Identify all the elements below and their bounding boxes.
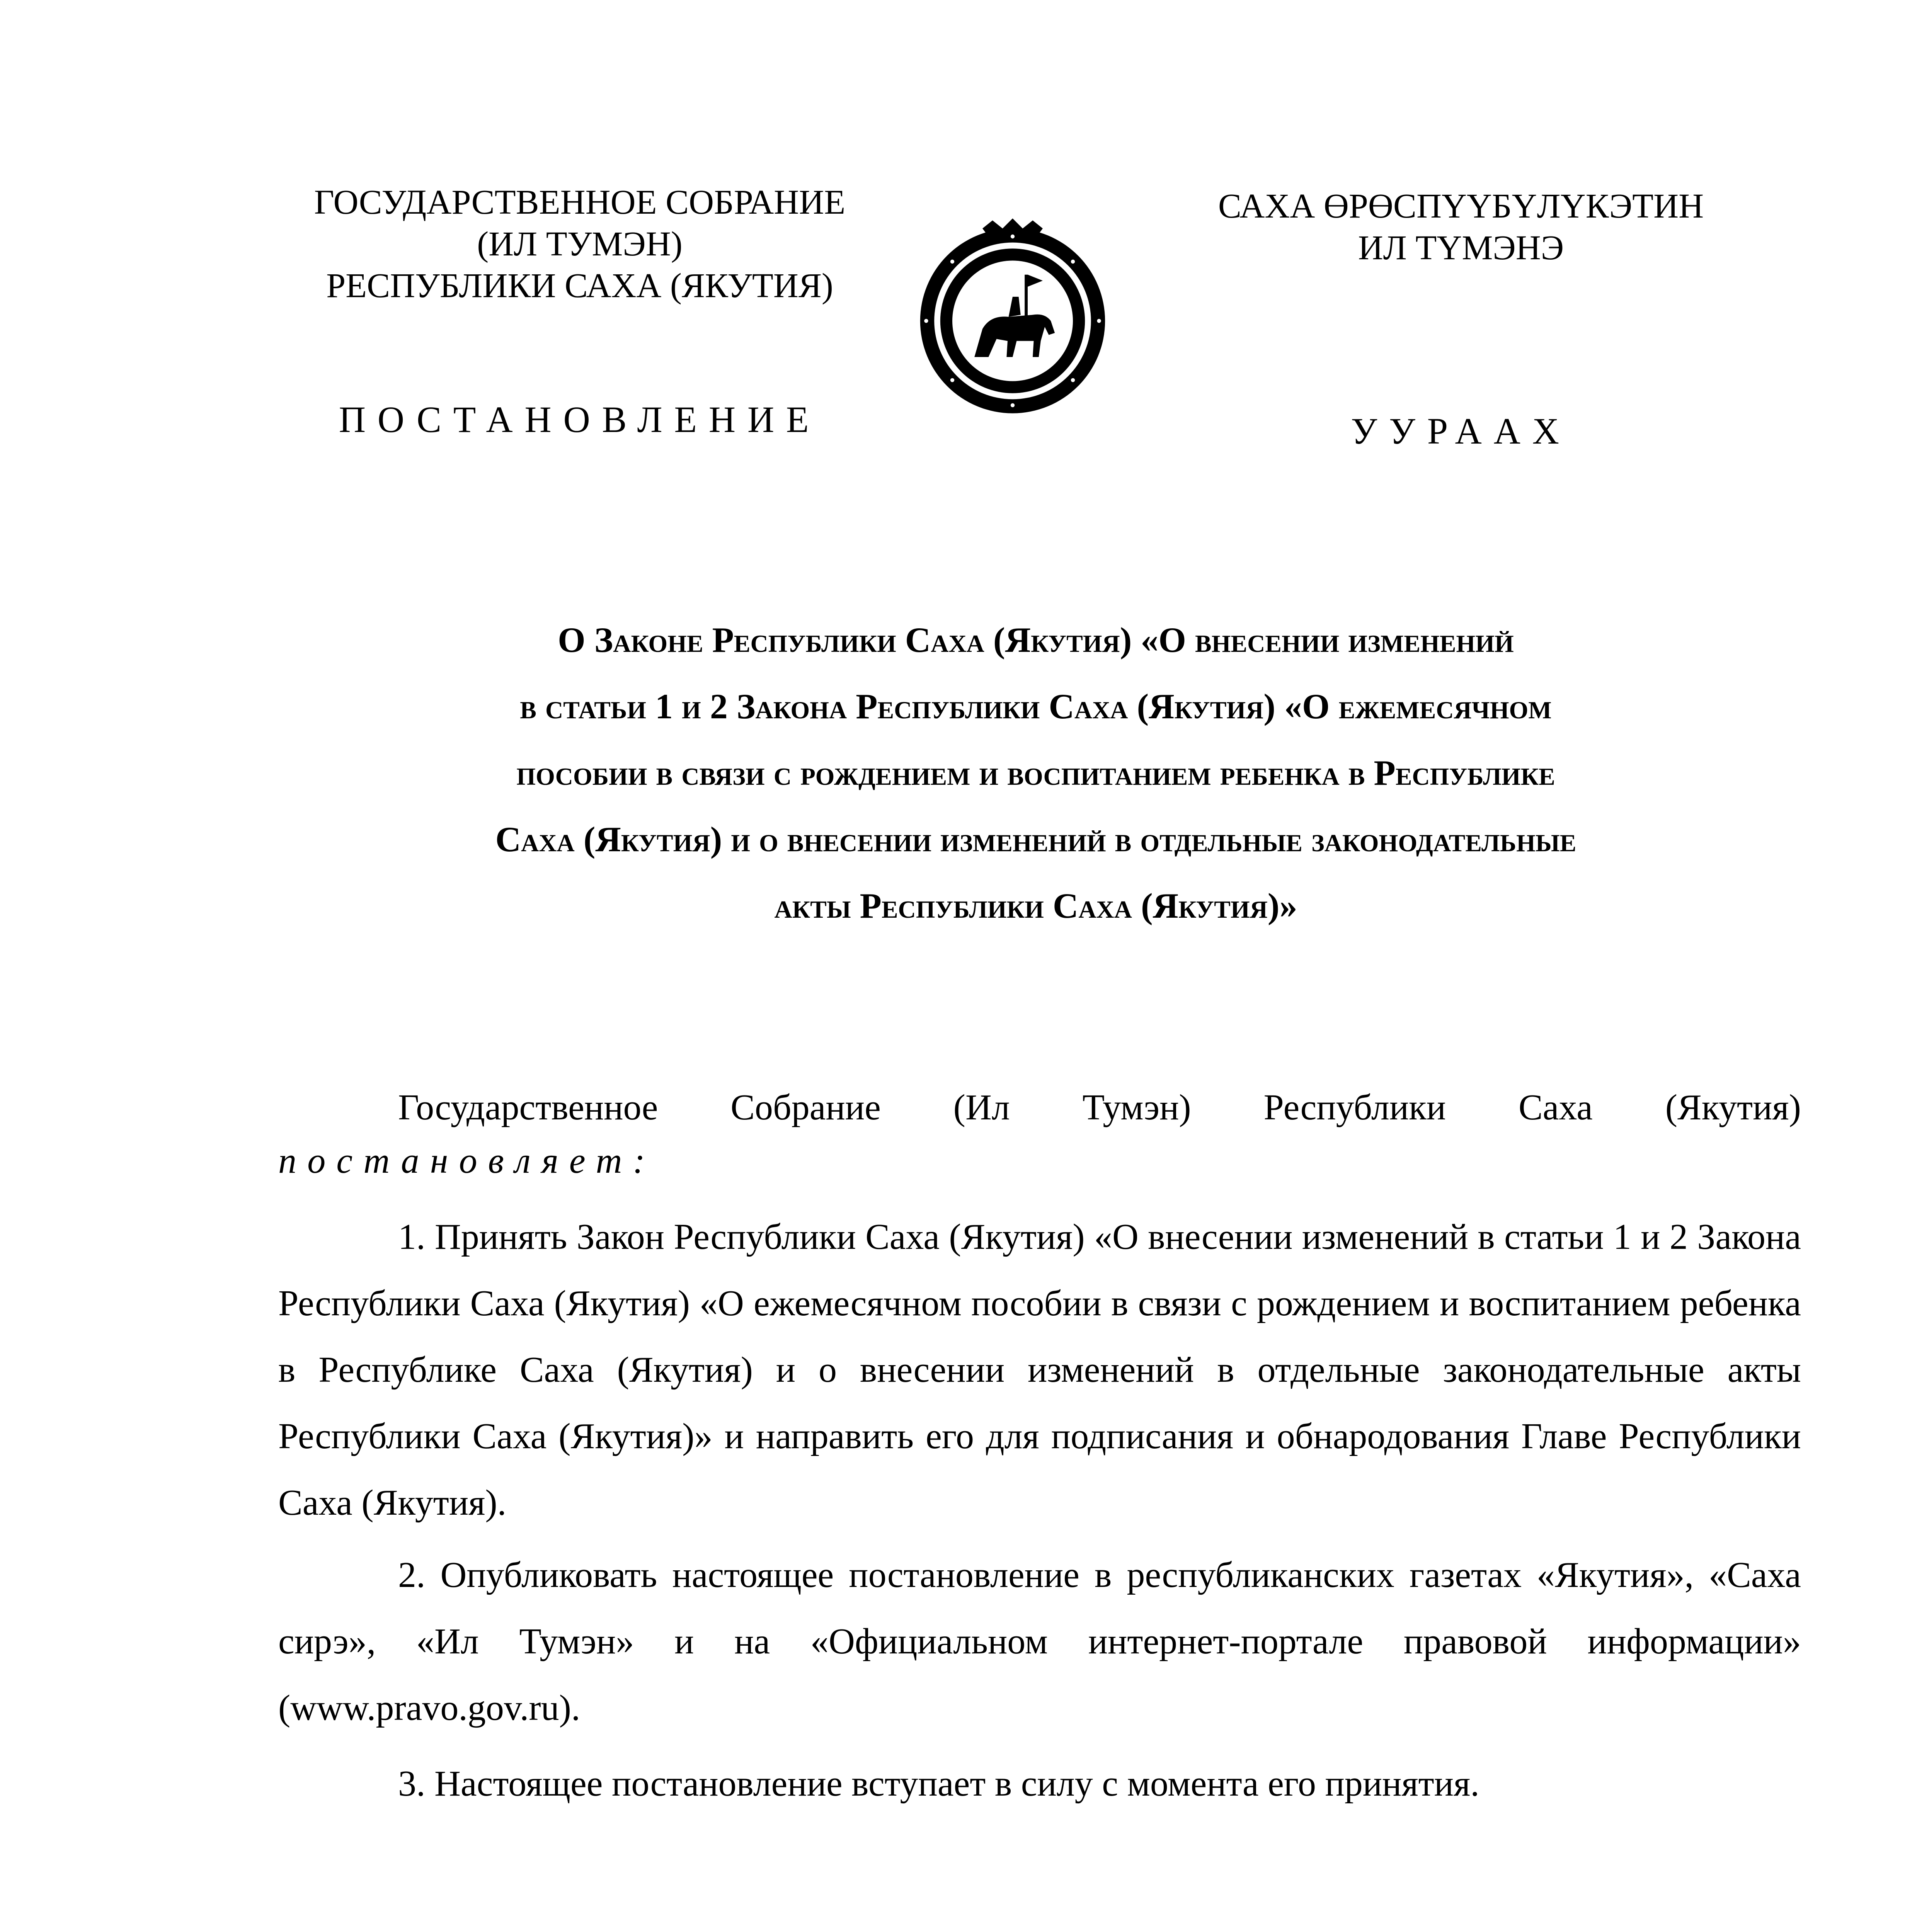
header-right-line-2: ИЛ ТҮМЭНЭ: [1358, 229, 1564, 267]
title-line: пособии в связи с рождением и воспитанием ребенка в Республике: [516, 753, 1555, 793]
paragraph-text: 3. Настоящее постановление вступает в силу с момента его принятия.: [398, 1764, 1479, 1804]
resolve-word: постановляет:: [278, 1141, 656, 1181]
preamble-word: Саха: [1518, 1087, 1593, 1128]
header-left-line-1: ГОСУДАРСТВЕННОЕ СОБРАНИЕ: [314, 183, 846, 221]
preamble-word: Собрание: [730, 1087, 881, 1128]
paragraph-2: [278, 1542, 1801, 1741]
preamble-word: (Ил: [953, 1087, 1010, 1128]
header-left-line-3: РЕСПУБЛИКИ САХА (ЯКУТИЯ): [326, 267, 833, 305]
coat-of-arms-icon: [912, 216, 1113, 417]
title-line: в статьи 1 и 2 Закона Республики Саха (Якутия) «О ежемесячном: [520, 687, 1552, 726]
header-left: [271, 182, 889, 307]
title-line: акты Республики Саха (Якутия)»: [774, 886, 1297, 925]
paragraph-3: [278, 1750, 1801, 1817]
preamble-word: (Якутия): [1665, 1087, 1801, 1128]
title-line: Саха (Якутия) и о внесении изменений в отдельные законодательные: [495, 820, 1577, 859]
preamble-word: Государственное: [398, 1087, 658, 1128]
document-kind-sah: УУРААХ: [1351, 410, 1571, 452]
preamble-word: Тумэн): [1082, 1087, 1191, 1128]
paragraph-text: 1. Принять Закон Республики Саха (Якутия) «О внесении изменений в статьи 1 и 2 Закона Республики Саха (Якутия) «О ежемесячном пособии в связи с рождением и воспитанием ребенка в Республике Саха (Якутия) и о внесении изменений в отдельные законодательные акты Республики Саха (Якутия)» и направить его для подписания и обнародования Главе Республики Саха (Якутия).: [278, 1217, 1801, 1523]
document-kind-ru: ПОСТАНОВЛЕНИЕ: [339, 399, 821, 440]
header-left-line-2: (ИЛ ТУМЭН): [477, 225, 683, 263]
preamble: [278, 1074, 1801, 1141]
title-line: О Законе Республики Саха (Якутия) «О внесении изменений: [558, 620, 1514, 660]
paragraph-text: 2. Опубликовать настоящее постановление в республиканских газетах «Якутия», «Саха сирэ», «Ил Тумэн» и на «Официальном интернет-портале правовой информации» (www.pravo.gov.ru).: [278, 1555, 1801, 1728]
header-right-line-1: САХА ӨРӨСПҮҮБҮЛҮКЭТИН: [1218, 187, 1704, 225]
preamble-word: Республики: [1263, 1087, 1446, 1128]
document-title: [271, 607, 1801, 939]
header-right: [1152, 185, 1770, 269]
paragraph-1: [278, 1204, 1801, 1536]
